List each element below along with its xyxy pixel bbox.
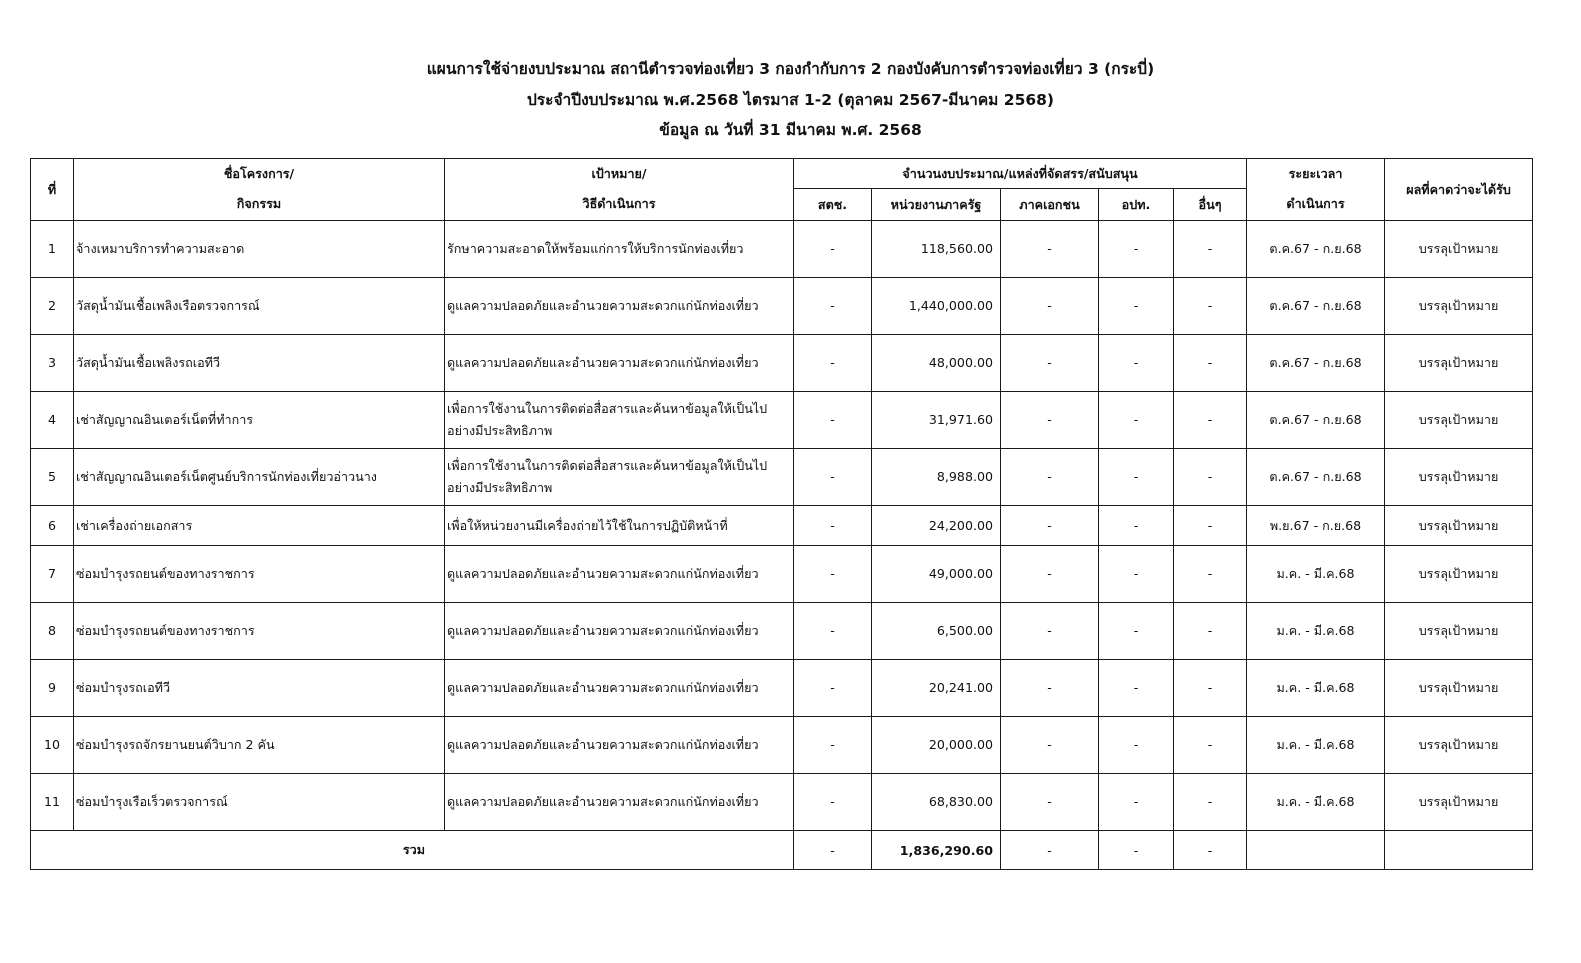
cell-private: - [1001, 546, 1099, 603]
cell-period: ต.ค.67 - ก.ย.68 [1247, 335, 1385, 392]
total-rtp: - [794, 831, 872, 870]
cell-local-admin: - [1099, 774, 1174, 831]
cell-government: 68,830.00 [872, 774, 1001, 831]
cell-target: ดูแลความปลอดภัยและอำนวยความสะดวกแก่นักท่องเที่ยว [445, 603, 794, 660]
cell-other: - [1174, 603, 1247, 660]
cell-rtp: - [794, 335, 872, 392]
cell-period: ม.ค. - มี.ค.68 [1247, 660, 1385, 717]
cell-private: - [1001, 506, 1099, 546]
cell-no: 7 [31, 546, 74, 603]
cell-rtp: - [794, 717, 872, 774]
cell-project: เช่าสัญญาณอินเตอร์เน็ตศูนย์บริการนักท่องเที่ยวอ่าวนาง [74, 449, 445, 506]
cell-local-admin: - [1099, 221, 1174, 278]
cell-project: เช่าเครื่องถ่ายเอกสาร [74, 506, 445, 546]
cell-no: 2 [31, 278, 74, 335]
cell-other: - [1174, 660, 1247, 717]
header-no: ที่ [31, 159, 74, 221]
total-result [1385, 831, 1533, 870]
cell-target: ดูแลความปลอดภัยและอำนวยความสะดวกแก่นักท่องเที่ยว [445, 717, 794, 774]
cell-government: 118,560.00 [872, 221, 1001, 278]
cell-no: 11 [31, 774, 74, 831]
cell-rtp: - [794, 603, 872, 660]
cell-private: - [1001, 660, 1099, 717]
cell-other: - [1174, 506, 1247, 546]
cell-result: บรรลุเป้าหมาย [1385, 449, 1533, 506]
total-other: - [1174, 831, 1247, 870]
cell-rtp: - [794, 660, 872, 717]
header-source-other: อื่นๆ [1174, 189, 1247, 221]
total-row [31, 831, 1533, 870]
cell-result: บรรลุเป้าหมาย [1385, 335, 1533, 392]
table-row [31, 603, 1533, 660]
header-source-local-admin: อปท. [1099, 189, 1174, 221]
cell-government: 6,500.00 [872, 603, 1001, 660]
cell-government: 24,200.00 [872, 506, 1001, 546]
cell-private: - [1001, 392, 1099, 449]
cell-rtp: - [794, 546, 872, 603]
cell-project: วัสดุน้ำมันเชื้อเพลิงรถเอทีวี [74, 335, 445, 392]
cell-private: - [1001, 335, 1099, 392]
cell-period: ม.ค. - มี.ค.68 [1247, 603, 1385, 660]
table-header [31, 159, 1533, 221]
cell-result: บรรลุเป้าหมาย [1385, 392, 1533, 449]
cell-project: ซ่อมบำรุงรถยนต์ของทางราชการ [74, 546, 445, 603]
cell-other: - [1174, 717, 1247, 774]
cell-no: 6 [31, 506, 74, 546]
cell-rtp: - [794, 392, 872, 449]
cell-result: บรรลุเป้าหมาย [1385, 221, 1533, 278]
cell-rtp: - [794, 774, 872, 831]
header-period-line2: ดำเนินการ [1247, 189, 1385, 221]
cell-government: 49,000.00 [872, 546, 1001, 603]
cell-local-admin: - [1099, 546, 1174, 603]
cell-rtp: - [794, 506, 872, 546]
cell-local-admin: - [1099, 603, 1174, 660]
cell-project: เช่าสัญญาณอินเตอร์เน็ตที่ทำการ [74, 392, 445, 449]
cell-private: - [1001, 603, 1099, 660]
cell-target: เพื่อให้หน่วยงานมีเครื่องถ่ายไว้ใช้ในการปฏิบัติหน้าที่ [445, 506, 794, 546]
cell-no: 9 [31, 660, 74, 717]
cell-result: บรรลุเป้าหมาย [1385, 278, 1533, 335]
table-row [31, 278, 1533, 335]
cell-other: - [1174, 278, 1247, 335]
cell-target: ดูแลความปลอดภัยและอำนวยความสะดวกแก่นักท่องเที่ยว [445, 660, 794, 717]
cell-project: ซ่อมบำรุงเรือเร็วตรวจการณ์ [74, 774, 445, 831]
header-source-rtp: สตช. [794, 189, 872, 221]
cell-rtp: - [794, 221, 872, 278]
cell-government: 48,000.00 [872, 335, 1001, 392]
cell-result: บรรลุเป้าหมาย [1385, 546, 1533, 603]
table-row [31, 717, 1533, 774]
header-target-line2: วิธีดำเนินการ [445, 189, 794, 221]
header-result: ผลที่คาดว่าจะได้รับ [1385, 159, 1533, 221]
cell-private: - [1001, 278, 1099, 335]
table-row [31, 449, 1533, 506]
table-row [31, 335, 1533, 392]
total-government: 1,836,290.60 [872, 831, 1001, 870]
cell-period: ม.ค. - มี.ค.68 [1247, 774, 1385, 831]
header-budget-group: จำนวนงบประมาณ/แหล่งที่จัดสรร/สนับสนุน [794, 159, 1247, 189]
cell-project: ซ่อมบำรุงรถเอทีวี [74, 660, 445, 717]
cell-result: บรรลุเป้าหมาย [1385, 717, 1533, 774]
cell-target: เพื่อการใช้งานในการติดต่อสื่อสารและค้นหาข้อมูลให้เป็นไปอย่างมีประสิทธิภาพ [445, 449, 794, 506]
cell-other: - [1174, 774, 1247, 831]
cell-no: 1 [31, 221, 74, 278]
cell-no: 8 [31, 603, 74, 660]
total-period [1247, 831, 1385, 870]
cell-period: ต.ค.67 - ก.ย.68 [1247, 221, 1385, 278]
cell-local-admin: - [1099, 449, 1174, 506]
cell-government: 31,971.60 [872, 392, 1001, 449]
table-row [31, 660, 1533, 717]
cell-private: - [1001, 717, 1099, 774]
table-row [31, 774, 1533, 831]
table-body [31, 221, 1533, 870]
cell-other: - [1174, 546, 1247, 603]
table-row [31, 221, 1533, 278]
cell-other: - [1174, 335, 1247, 392]
cell-local-admin: - [1099, 335, 1174, 392]
cell-target: รักษาความสะอาดให้พร้อมแก่การให้บริการนักท่องเที่ยว [445, 221, 794, 278]
cell-government: 1,440,000.00 [872, 278, 1001, 335]
cell-period: ต.ค.67 - ก.ย.68 [1247, 449, 1385, 506]
cell-project: จ้างเหมาบริการทำความสะอาด [74, 221, 445, 278]
cell-rtp: - [794, 449, 872, 506]
title-line-1: แผนการใช้จ่ายงบประมาณ สถานีตำรวจท่องเที่ยว 3 กองกำกับการ 2 กองบังคับการตำรวจท่องเที่ยว 3 (กระบี่) [426, 60, 1155, 78]
cell-project: ซ่อมบำรุงรถยนต์ของทางราชการ [74, 603, 445, 660]
title-line-2: ประจำปีงบประมาณ พ.ศ.2568 ไตรมาส 1-2 (ตุลาคม 2567-มีนาคม 2568) [526, 90, 1055, 109]
header-period-line1: ระยะเวลา [1247, 159, 1385, 189]
cell-no: 10 [31, 717, 74, 774]
cell-result: บรรลุเป้าหมาย [1385, 774, 1533, 831]
cell-government: 20,000.00 [872, 717, 1001, 774]
header-target-line1: เป้าหมาย/ [445, 159, 794, 189]
table-row [31, 392, 1533, 449]
cell-government: 8,988.00 [872, 449, 1001, 506]
cell-other: - [1174, 392, 1247, 449]
cell-target: ดูแลความปลอดภัยและอำนวยความสะดวกแก่นักท่องเที่ยว [445, 774, 794, 831]
cell-period: พ.ย.67 - ก.ย.68 [1247, 506, 1385, 546]
header-project-line1: ชื่อโครงการ/ [74, 159, 445, 189]
header-project-line2: กิจกรรม [74, 189, 445, 221]
cell-period: ต.ค.67 - ก.ย.68 [1247, 278, 1385, 335]
table-row [31, 546, 1533, 603]
cell-project: ซ่อมบำรุงรถจักรยานยนต์วิบาก 2 คัน [74, 717, 445, 774]
cell-result: บรรลุเป้าหมาย [1385, 506, 1533, 546]
cell-government: 20,241.00 [872, 660, 1001, 717]
title-line-3: ข้อมูล ณ วันที่ 31 มีนาคม พ.ศ. 2568 [659, 121, 922, 139]
cell-local-admin: - [1099, 506, 1174, 546]
cell-result: บรรลุเป้าหมาย [1385, 603, 1533, 660]
budget-table [30, 158, 1533, 870]
cell-local-admin: - [1099, 392, 1174, 449]
cell-target: ดูแลความปลอดภัยและอำนวยความสะดวกแก่นักท่องเที่ยว [445, 335, 794, 392]
cell-other: - [1174, 221, 1247, 278]
cell-private: - [1001, 449, 1099, 506]
cell-target: ดูแลความปลอดภัยและอำนวยความสะดวกแก่นักท่องเที่ยว [445, 278, 794, 335]
cell-no: 5 [31, 449, 74, 506]
cell-rtp: - [794, 278, 872, 335]
cell-local-admin: - [1099, 660, 1174, 717]
cell-no: 4 [31, 392, 74, 449]
cell-private: - [1001, 221, 1099, 278]
cell-other: - [1174, 449, 1247, 506]
cell-local-admin: - [1099, 278, 1174, 335]
document-titles [0, 54, 1581, 146]
total-local-admin: - [1099, 831, 1174, 870]
table-row [31, 506, 1533, 546]
cell-period: ม.ค. - มี.ค.68 [1247, 717, 1385, 774]
cell-project: วัสดุน้ำมันเชื้อเพลิงเรือตรวจการณ์ [74, 278, 445, 335]
header-source-private: ภาคเอกชน [1001, 189, 1099, 221]
cell-no: 3 [31, 335, 74, 392]
total-label: รวม [31, 831, 794, 870]
cell-period: ม.ค. - มี.ค.68 [1247, 546, 1385, 603]
total-private: - [1001, 831, 1099, 870]
cell-result: บรรลุเป้าหมาย [1385, 660, 1533, 717]
cell-target: เพื่อการใช้งานในการติดต่อสื่อสารและค้นหาข้อมูลให้เป็นไปอย่างมีประสิทธิภาพ [445, 392, 794, 449]
cell-period: ต.ค.67 - ก.ย.68 [1247, 392, 1385, 449]
cell-target: ดูแลความปลอดภัยและอำนวยความสะดวกแก่นักท่องเที่ยว [445, 546, 794, 603]
header-source-government: หน่วยงานภาครัฐ [872, 189, 1001, 221]
cell-private: - [1001, 774, 1099, 831]
cell-local-admin: - [1099, 717, 1174, 774]
